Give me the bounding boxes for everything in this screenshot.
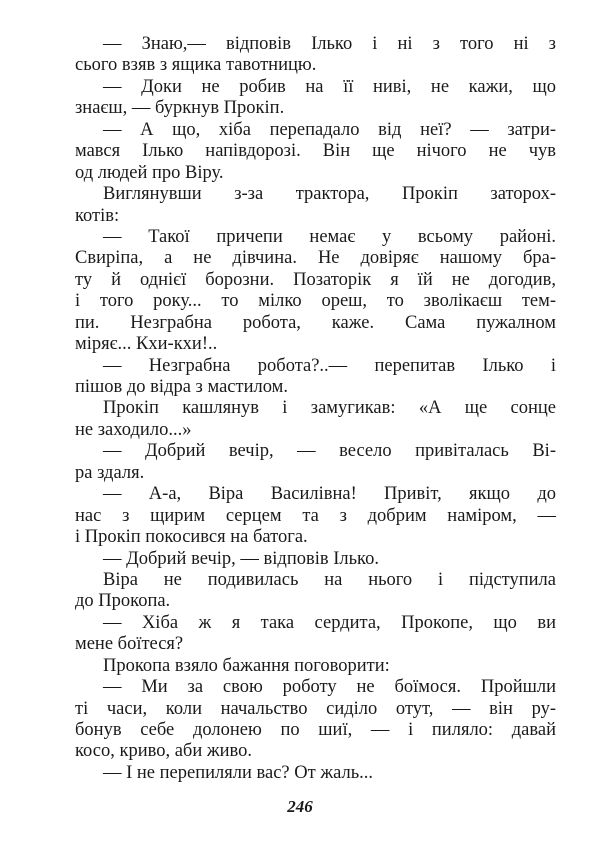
- text-line: Віра не подивилась на нього і підступила: [103, 569, 556, 590]
- text-line: — Добрий вечір, — відповів Ілько.: [103, 548, 379, 569]
- text-line: — А-а, Віра Василівна! Привіт, якщо до: [103, 484, 556, 505]
- text-line: ра здаля.: [75, 462, 145, 483]
- text-line: ті часи, коли начальство сиділо отут, — він ру-: [75, 698, 556, 719]
- text-line: мене боїтеся?: [75, 634, 184, 655]
- text-line: — Знаю,— відповів Ілько і ні з того ні з: [103, 34, 556, 54]
- text-line: косо, криво, аби живо.: [75, 741, 253, 762]
- text-line: і Прокіп покосився на батога.: [75, 527, 308, 548]
- text-line: од людей про Віру.: [75, 162, 224, 183]
- text-line: — Такої причепи немає у всьому районі.: [103, 226, 556, 247]
- text-line: міряє... Кхи-кхи!..: [75, 334, 218, 355]
- text-line: Виглянувши з-за трактора, Прокіп заторох-: [103, 184, 556, 205]
- text-line: — Доки не робив на її ниві, не кажи, що: [103, 76, 556, 97]
- page-text-body: [75, 34, 556, 784]
- text-line: до Прокопа.: [75, 591, 171, 612]
- text-line: пішов до відра з мастилом.: [75, 377, 288, 397]
- text-line: — А що, хіба перепадало від неї? — затри-: [103, 119, 556, 140]
- text-line: нас з щирим серцем та з добрим наміром, —: [75, 505, 556, 526]
- text-line: бонув себе долонею по шиї, — і пиляло: давай: [75, 720, 556, 740]
- text-line: Свиріпа, а не дівчина. Не довіряє нашому бра-: [75, 248, 556, 269]
- text-line: ту й однієї борозни. Позаторік я їй не догодив,: [75, 269, 556, 290]
- text-line: — Добрий вечір, — весело привіталась Ві-: [103, 441, 556, 462]
- text-line: — Незграбна робота?..— перепитав Ілько і: [103, 355, 556, 376]
- text-line: мався Ілько напівдорозі. Він ще нічого не чув: [75, 141, 556, 162]
- text-line: і того року... то мілко ореш, то зволікаєш тем-: [75, 291, 556, 312]
- page-number: 246: [287, 797, 313, 816]
- text-line: сього взяв з ящика тавотницю.: [75, 55, 317, 76]
- text-line: Прокопа взяло бажання поговорити:: [103, 655, 390, 676]
- text-line: — Ми за свою роботу не боїмося. Пройшли: [103, 677, 556, 698]
- text-line: — І не перепиляли вас? От жаль...: [103, 762, 374, 783]
- text-line: пи. Незграбна робота, каже. Сама пужалном: [75, 312, 556, 333]
- text-line: — Хіба ж я така сердита, Прокопе, що ви: [103, 612, 556, 633]
- text-line: не заходило...»: [75, 419, 192, 440]
- text-line: котів:: [75, 205, 120, 226]
- text-line: знаєш, — буркнув Прокіп.: [75, 98, 285, 119]
- text-line: Прокіп кашлянув і замугикав: «А ще сонце: [103, 398, 556, 419]
